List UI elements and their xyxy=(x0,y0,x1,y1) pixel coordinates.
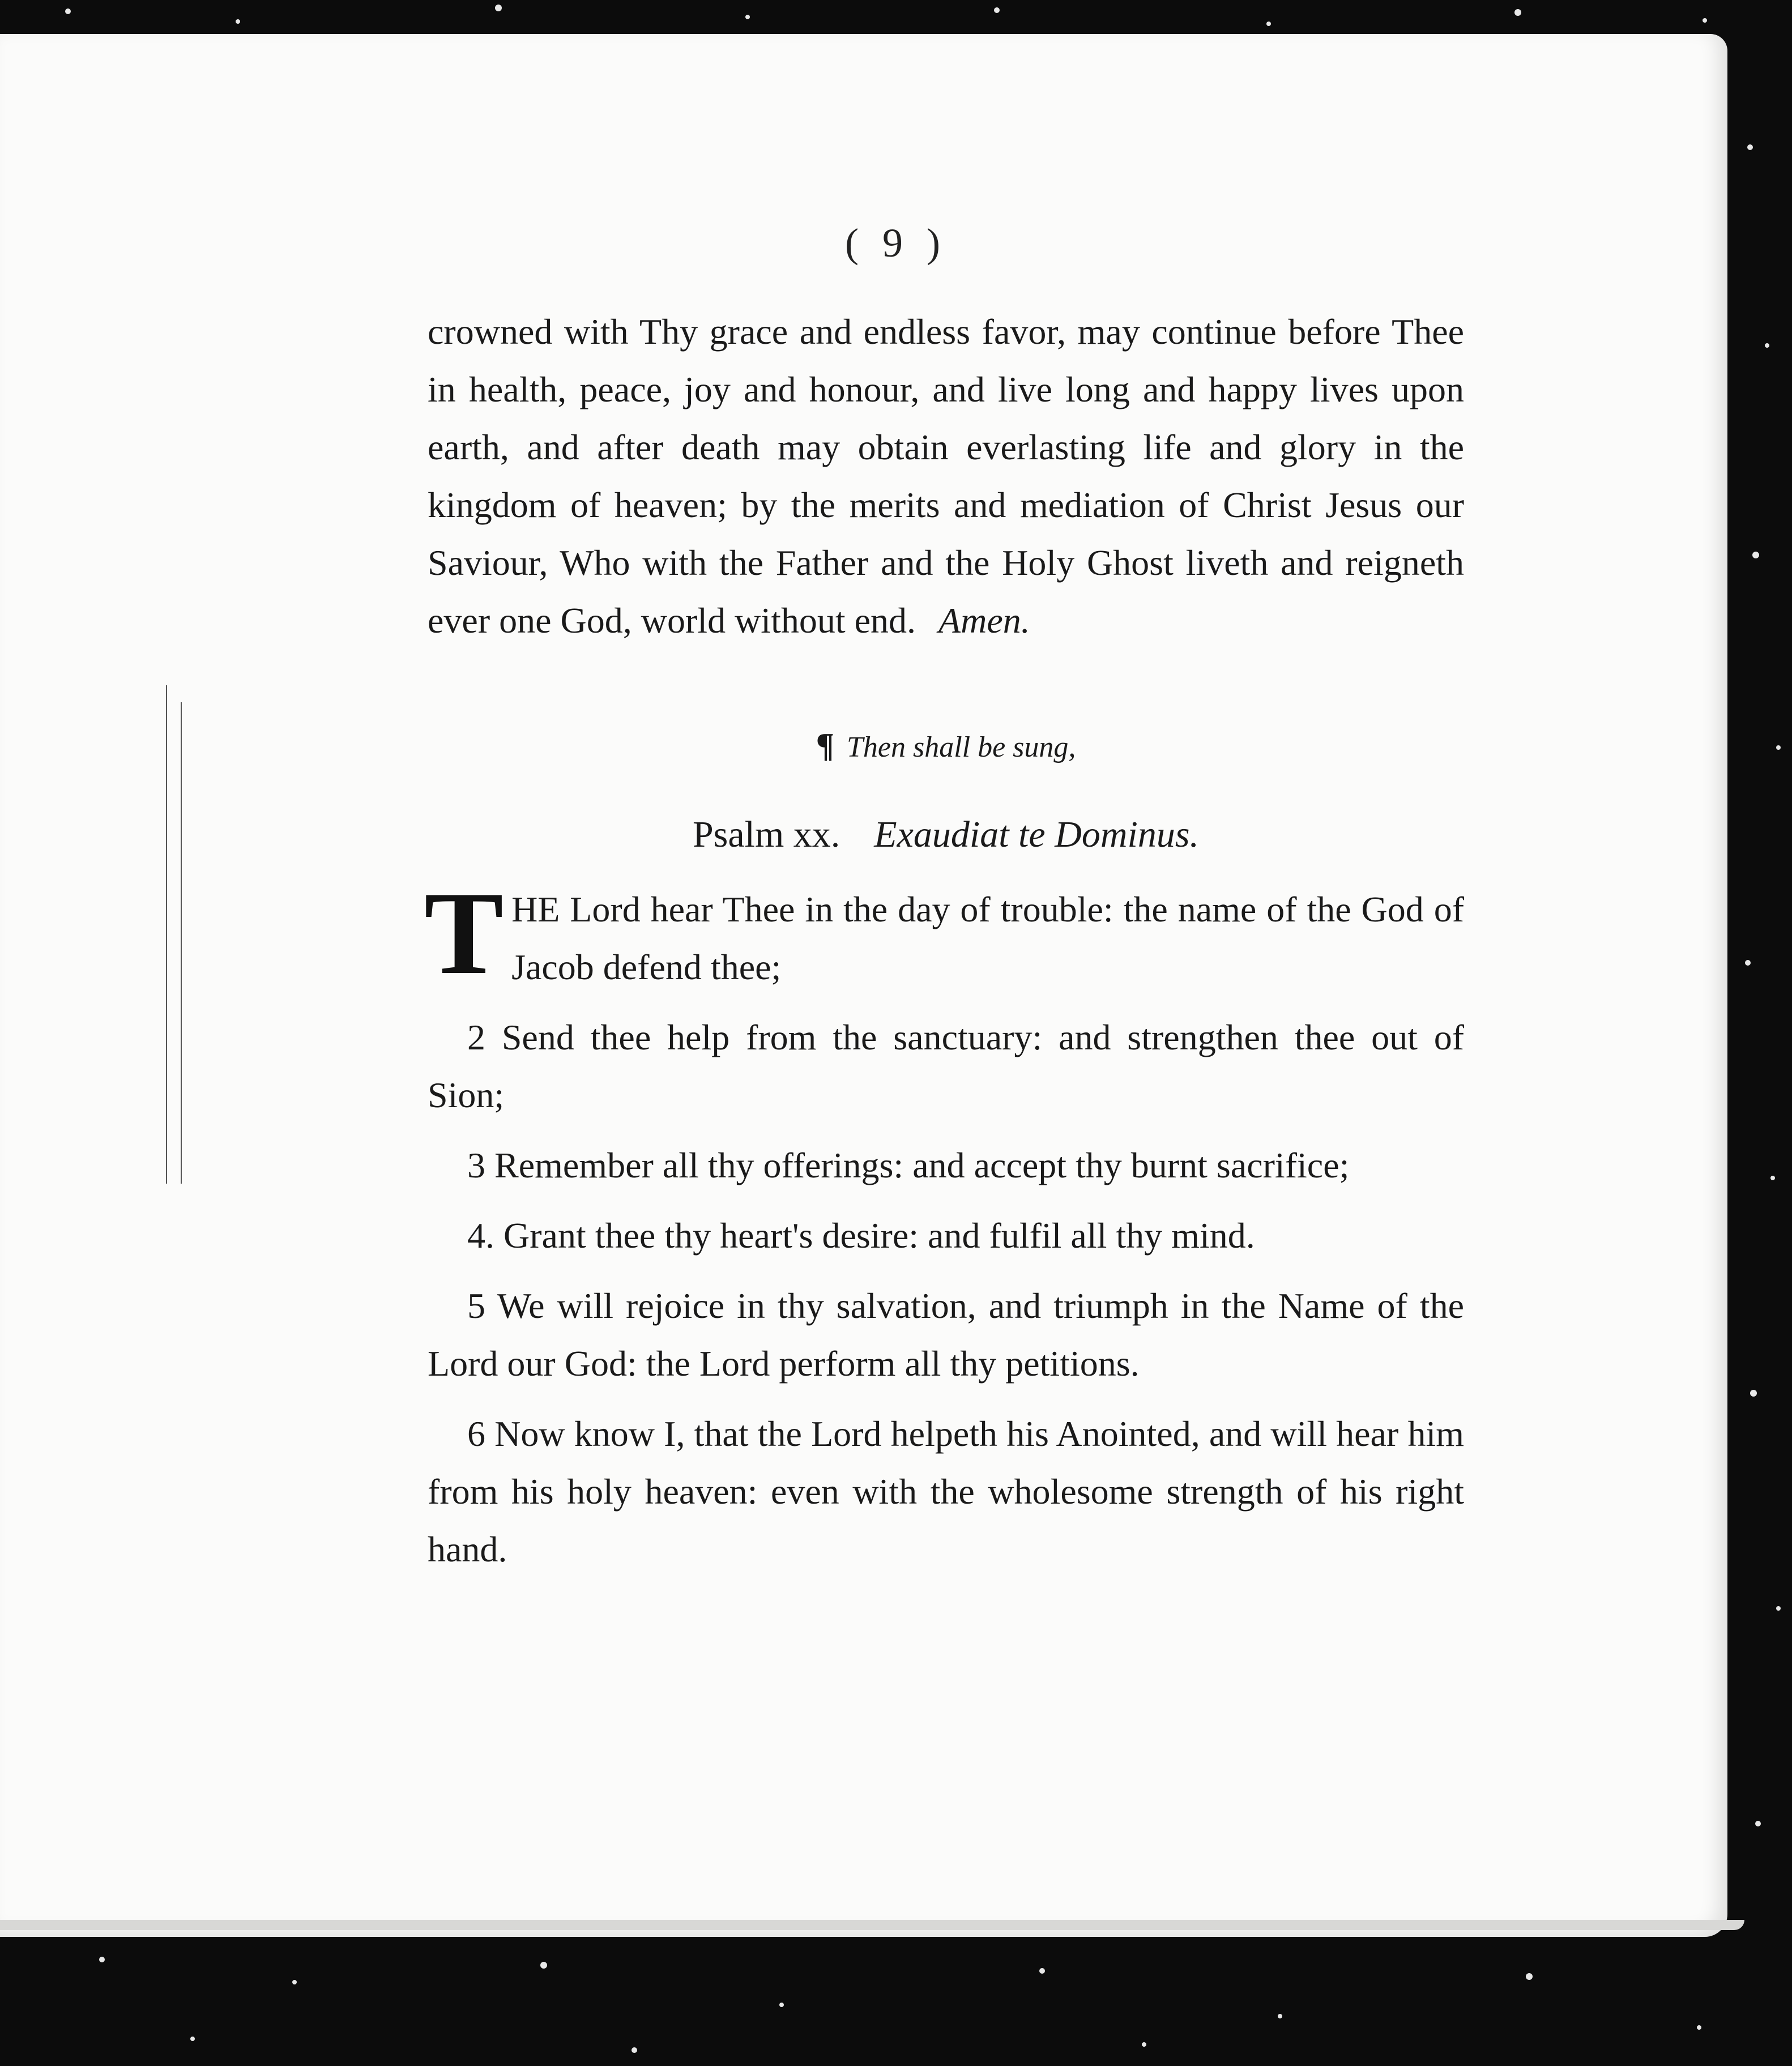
drop-cap: T xyxy=(424,868,504,999)
margin-pencil-mark xyxy=(164,685,184,1184)
psalm-heading xyxy=(428,806,1464,864)
prayer-text: crowned with Thy grace and endless favor, may continue before Thee in health, peace, joy and honour, and live long and happy lives upon earth, and after death may obtain everlasting life and glory in the kingdom of heaven; by the merits and mediation of Christ Jesus our Saviour, Who with the Father and the Holy Ghost liveth and reigneth ever one God, world without end. xyxy=(428,311,1464,641)
page-body xyxy=(424,303,1464,1578)
rubric-text: Then shall be sung, xyxy=(846,731,1076,763)
page-edge xyxy=(0,1920,1744,1930)
page-number: ( 9 ) xyxy=(845,220,947,266)
psalm-verse-5: 5 We will rejoice in thy salvation, and triumph in the Name of the Lord our God: the Lord perform all thy petitions. xyxy=(428,1286,1464,1384)
verse-text: HE Lord hear Thee in the day of trouble: the name of the God of Jacob defend thee; xyxy=(511,889,1464,987)
psalm-latin-title: Exaudiat te Dominus. xyxy=(874,814,1200,855)
psalm-verse-6: 6 Now know I, that the Lord helpeth his Anointed, and will hear him from his holy heaven: even with the wholesome strength of his right hand. xyxy=(428,1414,1464,1569)
psalm-title: Psalm xx. xyxy=(692,814,840,855)
amen: Amen. xyxy=(938,600,1030,641)
psalm-verse-2: 2 Send thee help from the sanctuary: and strengthen thee out of Sion; xyxy=(428,1017,1464,1115)
psalm-verse-3: 3 Remember all thy offerings: and accept thy burnt sacrifice; xyxy=(467,1145,1350,1185)
pilcrow-icon: ¶ xyxy=(816,727,834,764)
psalm-verse-4: 4. Grant thee thy heart's desire: and fulfil all thy mind. xyxy=(467,1215,1255,1256)
prayer-paragraph xyxy=(428,303,1464,650)
psalm-verse-1 xyxy=(424,868,1464,999)
rubric xyxy=(428,716,1464,776)
